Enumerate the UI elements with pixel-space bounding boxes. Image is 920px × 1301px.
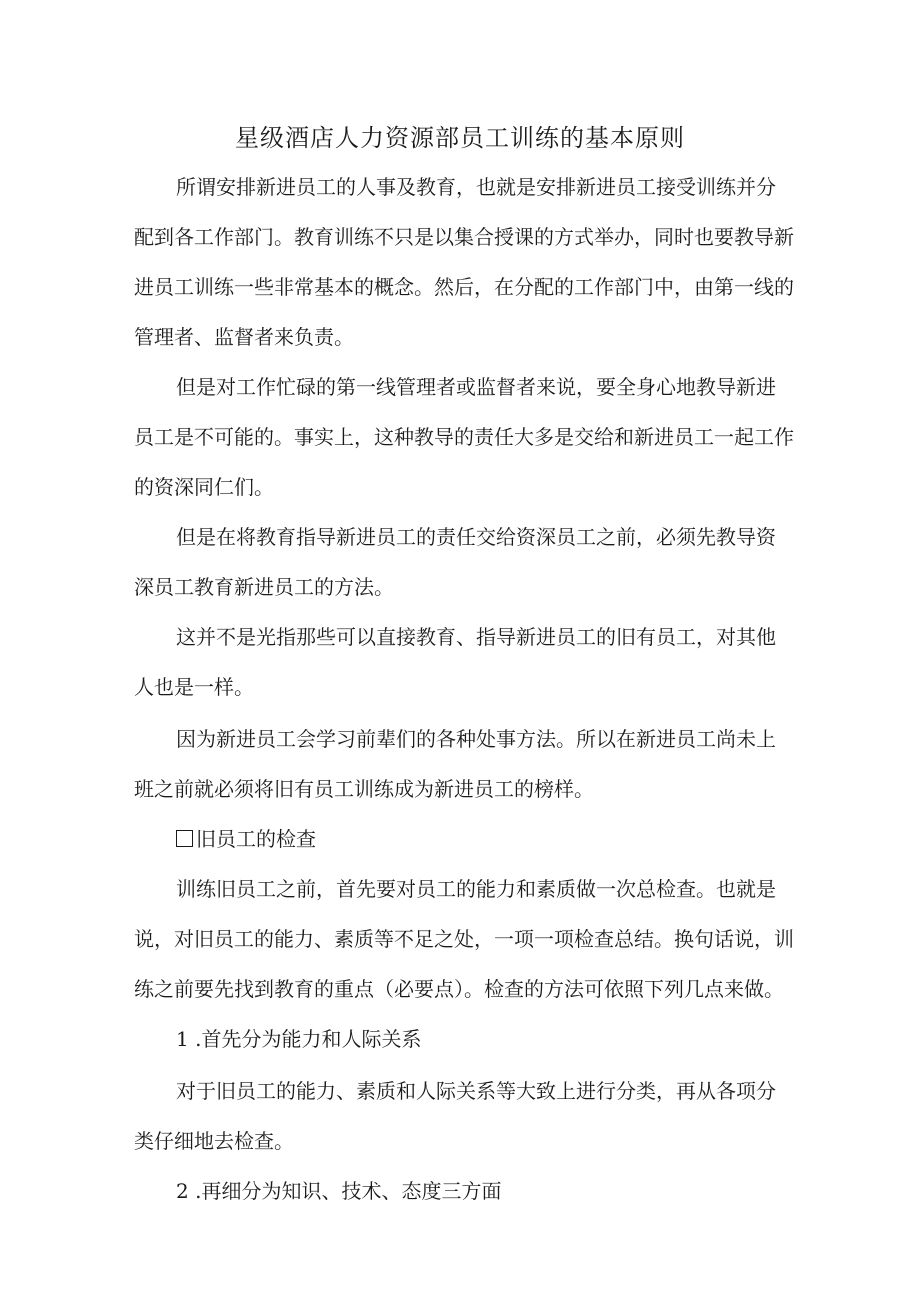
paragraph-line: 深员工教育新进员工的方法。 (134, 575, 394, 599)
paragraph-line: 的资深同仁们。 (134, 475, 274, 499)
document-title: 星级酒店人力资源部员工训练的基本原则 (235, 124, 685, 152)
paragraph-line: 人也是一样。 (134, 675, 254, 699)
section-heading (176, 824, 316, 854)
paragraph-line: 说，对旧员工的能力、素质等不足之处，一项一项检查总结。换句话说，训 (134, 927, 794, 951)
paragraph-line: 但是对工作忙碌的第一线管理者或监督者来说，要全身心地教导新进 (176, 375, 776, 399)
paragraph-line: 但是在将教育指导新进员工的责任交给资深员工之前，必须先教导资 (176, 525, 776, 549)
list-item-number: 2 (176, 1179, 189, 1203)
paragraph-line: 班之前就必须将旧有员工训练成为新进员工的榜样。 (134, 777, 594, 801)
list-item-text: .再细分为知识、技术、态度三方面 (195, 1179, 502, 1203)
paragraph-line: 配到各工作部门。教育训练不只是以集合授课的方式举办，同时也要教导新 (134, 225, 794, 249)
paragraph-line: 类仔细地去检查。 (134, 1129, 294, 1153)
paragraph-line: 练之前要先找到教育的重点（必要点）。检查的方法可依照下列几点来做。 (134, 977, 784, 1001)
paragraph-line: 进员工训练一些非常基本的概念。然后，在分配的工作部门中，由第一线的 (134, 275, 794, 299)
paragraph-line: 因为新进员工会学习前辈们的各种处事方法。所以在新进员工尚未上 (176, 727, 776, 751)
paragraph-line: 管理者、监督者来负责。 (134, 325, 354, 349)
checkbox-square-icon (176, 830, 193, 847)
paragraph-line: 这并不是光指那些可以直接教育、指导新进员工的旧有员工，对其他 (176, 625, 776, 649)
list-item-1 (176, 1024, 421, 1054)
list-item-2 (176, 1176, 501, 1206)
section-heading-text: 旧员工的检查 (196, 827, 316, 851)
list-item-number: 1 (176, 1027, 189, 1051)
list-item-text: .首先分为能力和人际关系 (195, 1027, 422, 1051)
paragraph-line: 对于旧员工的能力、素质和人际关系等大致上进行分类，再从各项分 (176, 1079, 776, 1103)
paragraph-line: 员工是不可能的。事实上，这种教导的责任大多是交给和新进员工一起工作 (134, 425, 794, 449)
paragraph-line: 训练旧员工之前，首先要对员工的能力和素质做一次总检查。也就是 (176, 877, 776, 901)
paragraph-line: 所谓安排新进员工的人事及教育，也就是安排新进员工接受训练并分 (176, 175, 776, 199)
